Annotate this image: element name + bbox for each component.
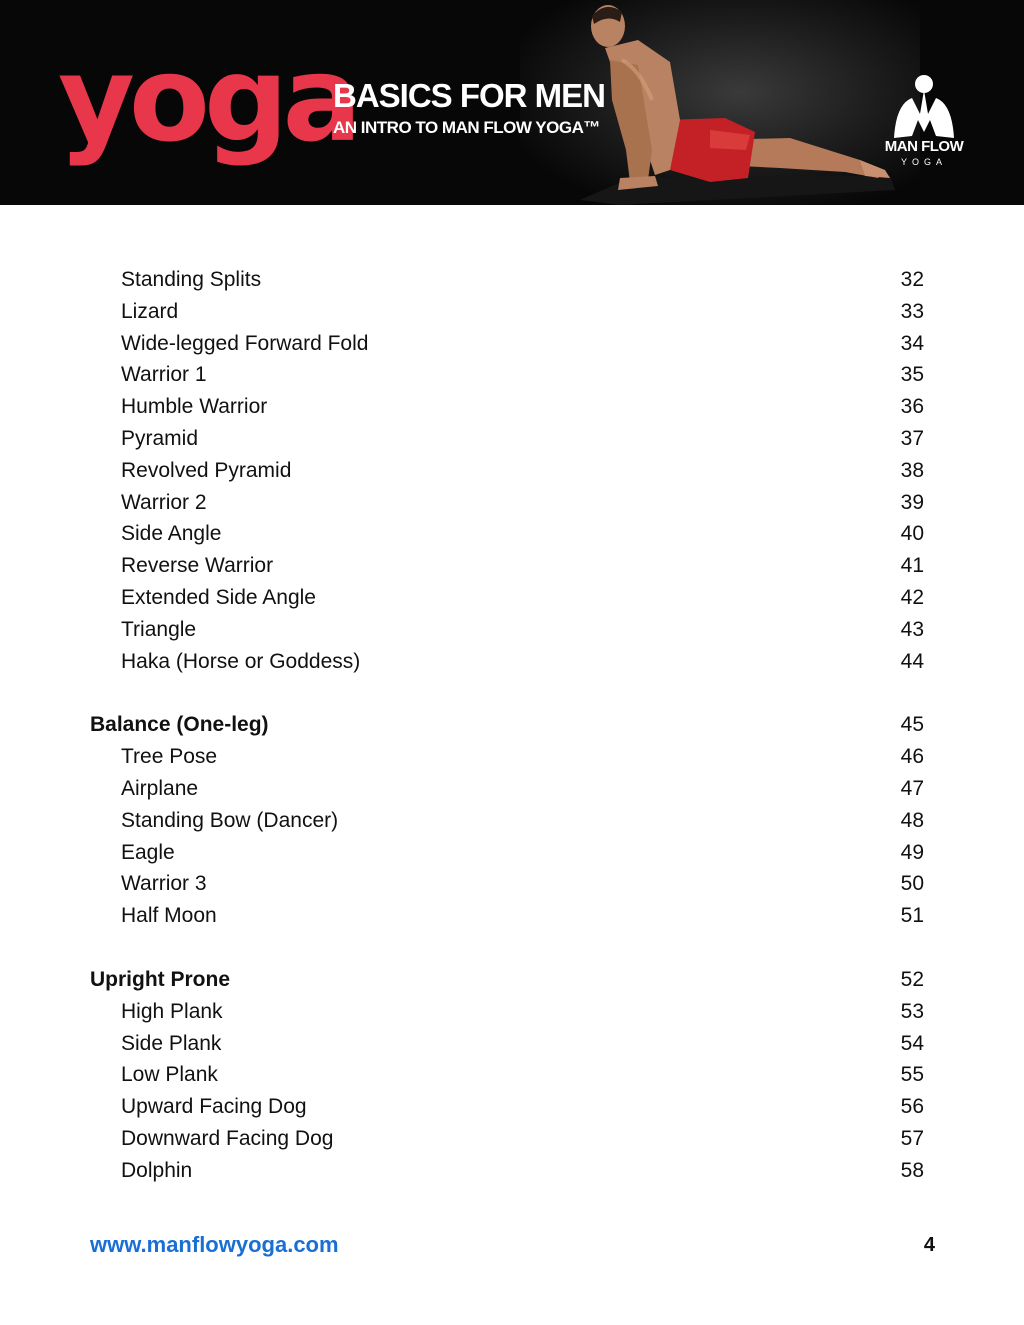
toc-entry-label: Standing Bow (Dancer) <box>121 808 339 832</box>
toc-entry-page: 41 <box>900 554 924 578</box>
toc-entry-page: 33 <box>900 299 924 323</box>
toc-entry-page: 49 <box>900 840 924 864</box>
toc-entry-page: 57 <box>900 1126 924 1150</box>
toc-entry-label: Tree Pose <box>121 745 218 769</box>
brand-sub: YOGA <box>900 157 947 167</box>
toc-entry[interactable] <box>0 741 1024 773</box>
toc-entry-label: Haka (Horse or Goddess) <box>121 649 361 673</box>
toc-entry[interactable] <box>0 1028 1024 1060</box>
toc-entry-page: 42 <box>900 585 924 609</box>
toc-entry-label: Pyramid <box>121 426 199 450</box>
toc-entry-label: Airplane <box>121 776 199 800</box>
toc-entry[interactable] <box>0 518 1024 550</box>
toc-entry[interactable] <box>0 773 1024 805</box>
toc-entry[interactable] <box>0 423 1024 455</box>
toc-heading-page: 52 <box>900 967 924 991</box>
table-of-contents <box>0 264 1024 1187</box>
toc-entry-page: 32 <box>900 268 924 291</box>
toc-block-upright-prone <box>0 964 1024 1187</box>
toc-entry-page: 37 <box>900 426 924 450</box>
toc-entry[interactable] <box>0 264 1024 296</box>
toc-entry[interactable] <box>0 646 1024 678</box>
toc-entry-page: 48 <box>900 808 924 832</box>
man-flow-logo-icon <box>876 70 972 170</box>
toc-entry-page: 40 <box>900 522 924 546</box>
toc-entry[interactable] <box>0 296 1024 328</box>
toc-entry-label: Humble Warrior <box>121 395 268 419</box>
toc-entry-page: 58 <box>900 1158 924 1182</box>
toc-entry[interactable] <box>0 582 1024 614</box>
book-title: BASICS FOR MEN <box>333 77 606 114</box>
toc-entry-page: 35 <box>900 363 924 387</box>
toc-section-heading[interactable] <box>0 709 1024 741</box>
toc-entry-page: 56 <box>900 1095 924 1119</box>
toc-entry-label: Standing Splits <box>121 268 262 291</box>
toc-entry-label: Dolphin <box>121 1158 193 1182</box>
toc-entry-label: Lizard <box>121 299 179 323</box>
toc-entry-page: 44 <box>900 649 924 673</box>
toc-entry-label: Warrior 3 <box>121 872 207 896</box>
toc-entry[interactable] <box>0 1155 1024 1187</box>
toc-block-standing <box>0 264 1024 677</box>
toc-entry[interactable] <box>0 359 1024 391</box>
toc-heading-page: 45 <box>900 713 924 737</box>
yoga-logo-word: yoga <box>58 30 357 168</box>
header-banner <box>0 0 1024 205</box>
toc-entry-label: High Plank <box>121 999 223 1023</box>
toc-entry[interactable] <box>0 868 1024 900</box>
toc-entry[interactable] <box>0 837 1024 869</box>
toc-entry-label: Warrior 2 <box>121 490 207 514</box>
toc-entry-label: Upward Facing Dog <box>121 1095 307 1119</box>
toc-entry-page: 50 <box>900 872 924 896</box>
toc-entry[interactable] <box>0 391 1024 423</box>
toc-entry-label: Low Plank <box>121 1063 218 1087</box>
toc-entry[interactable] <box>0 550 1024 582</box>
toc-entry-page: 46 <box>900 745 924 769</box>
toc-entry-page: 54 <box>900 1031 924 1055</box>
toc-entry[interactable] <box>0 614 1024 646</box>
toc-entry-page: 55 <box>900 1063 924 1087</box>
website-link[interactable]: www.manflowyoga.com <box>90 1232 339 1257</box>
toc-entry-page: 43 <box>900 617 924 641</box>
toc-entry-label: Wide-legged Forward Fold <box>121 331 369 355</box>
toc-section-heading[interactable] <box>0 964 1024 996</box>
toc-entry[interactable] <box>0 996 1024 1028</box>
toc-entry-page: 53 <box>900 999 924 1023</box>
toc-block-balance <box>0 709 1024 932</box>
book-subtitle: AN INTRO TO MAN FLOW YOGA™ <box>333 118 600 137</box>
toc-entry-page: 51 <box>900 904 924 928</box>
toc-entry-label: Revolved Pyramid <box>121 458 292 482</box>
toc-entry-label: Triangle <box>121 617 197 641</box>
toc-entry[interactable] <box>0 455 1024 487</box>
page-number: 4 <box>923 1234 935 1256</box>
toc-entry-label: Eagle <box>121 840 175 864</box>
toc-entry-page: 47 <box>900 776 924 800</box>
toc-entry-page: 39 <box>900 490 924 514</box>
toc-entry-label: Side Angle <box>121 522 222 546</box>
toc-entry[interactable] <box>0 487 1024 519</box>
toc-entry[interactable] <box>0 1091 1024 1123</box>
brand-name: MAN FLOW <box>884 138 964 155</box>
toc-heading-label: Upright Prone <box>90 967 230 991</box>
toc-entry-page: 34 <box>900 331 924 355</box>
toc-entry-label: Warrior 1 <box>121 363 207 387</box>
toc-entry-label: Half Moon <box>121 904 217 928</box>
toc-entry[interactable] <box>0 1123 1024 1155</box>
toc-entry-label: Downward Facing Dog <box>121 1126 334 1150</box>
toc-entry[interactable] <box>0 805 1024 837</box>
toc-entry-label: Reverse Warrior <box>121 554 274 578</box>
toc-entry-page: 36 <box>900 395 924 419</box>
toc-entry-label: Extended Side Angle <box>121 585 316 609</box>
toc-entry[interactable] <box>0 900 1024 932</box>
toc-heading-label: Balance (One-leg) <box>90 713 269 737</box>
toc-entry-page: 38 <box>900 458 924 482</box>
toc-entry-label: Side Plank <box>121 1031 222 1055</box>
upward-dog-photo <box>560 0 900 205</box>
toc-entry[interactable] <box>0 1059 1024 1091</box>
toc-entry[interactable] <box>0 328 1024 360</box>
